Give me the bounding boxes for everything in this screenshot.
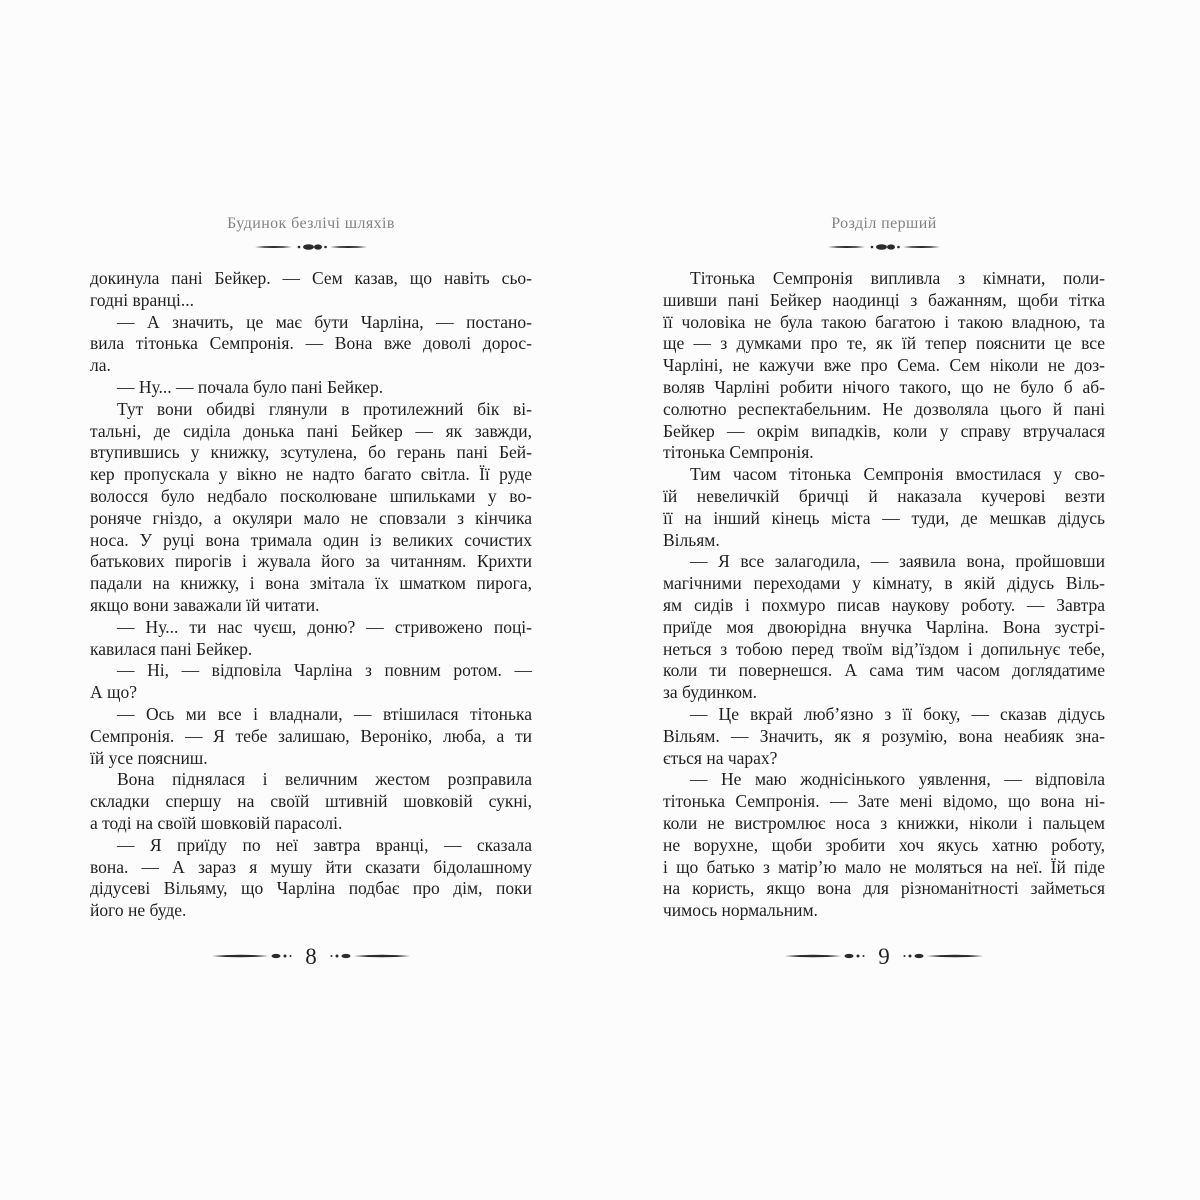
text-line: годні вранці... [90,289,194,310]
text-line: роняче гніздо, а окуляри мало не сповзали з кінчика [90,507,532,528]
text-line: їй невеличкій бричці й наказала кучерові везти [663,485,1105,506]
text-line: волосся було недбало посколюване шпильками у во- [90,485,532,506]
text-line: — Ні, — відповіла Чарліна з повним ротом. — [117,660,532,681]
text-line: тітонька Семпронія. [663,442,814,463]
text-line: вила тітонька Семпронія. — Вона вже доволі дорос- [90,333,532,354]
text-line: його не буде. [90,900,187,921]
text-line: на користь, якщо вона для різноманітності займеться [663,878,1105,899]
text-line: батькових пирогів і жувала його за читанням. Крихти [90,551,532,572]
text-line: ям сидів і похмуро писав наукову роботу. — Завтра [663,594,1105,615]
text-line: тітонька Семпронія. — Зате мені відомо, що вона ні- [663,791,1105,812]
text-line: докинула пані Бейкер. — Сем казав, що навіть сьо- [90,268,532,288]
text-line: коли ти повернешся. А сама тим часом доглядатиме [663,660,1105,681]
text-line: ється на чарах? [663,747,778,768]
text-line: носа. У руці вона тримала один із великих сочистих [90,529,532,550]
text-line: Вона піднялася і величним жестом розправила [117,769,532,790]
text-line: шивши пані Бейкер наодинці з бажанням, щоби тітка [663,289,1105,310]
text-line: складки спершу на своїй штивній шовковій сукні, [90,791,532,812]
running-head-left: Будинок безлічі шляхів [227,215,395,232]
footer-ornament-left-icon [212,948,292,966]
text-line: — Це вкрай люб’язно з її боку, — сказав дідусь [690,703,1105,724]
text-line: Вільям. — Значить, як я розумію, вона неабияк зна- [663,725,1105,746]
footer-ornament-left-icon [785,948,865,966]
text-line: їй усе поясниш. [90,747,208,768]
text-line: Тітонька Семпронія випливла з кімнати, поли- [690,268,1105,288]
text-line: якщо вони заважали їй читати. [90,594,320,615]
text-line: і що батько з матір’ю мало не моляться на неї. Їй піде [663,856,1105,877]
page-number-right: 9 [878,944,890,969]
text-line: — Ось ми все і владнали, — втішилася тітонька [117,703,532,724]
text-line: падали на книжку, і вона змітала їх шматком пирога, [90,573,532,594]
text-line: вона. — А зараз я мушу йти сказати бідолашному [90,856,532,877]
text-line: коли не вистромлює носа з книжки, ніколи і пальцем [663,812,1105,833]
left-page-footer [90,945,532,968]
text-line: чимось нормальним. [663,900,818,921]
text-line: не ворухне, щоби зробити хоч якусь хатню роботу, [663,834,1105,855]
header-ornament-icon [90,242,532,252]
text-line: — Не маю жоднісінького уявлення, — відповіла [690,769,1105,790]
text-line: Тут вони обидві глянули в протилежний бік ві- [117,398,532,419]
text-line: — Ну... — почала було пані Бейкер. [117,376,384,397]
text-line: магічними переходами у кімнату, в якій дідусь Віль- [663,573,1105,594]
text-line: дідусеві Вільяму, що Чарліна подбає про дім, поки [90,878,532,899]
text-line: — Ну... ти нас чуєш, доню? — стривожено поці- [117,616,532,637]
right-page [663,215,1105,1005]
text-line: її на інший кінець міста — туди, де мешкав дідусь [663,507,1105,528]
text-line: — Я все залагодила, — заявила вона, пройшовши [690,551,1105,572]
text-line: Чарліні, не кажучи вже про Сема. Сем ніколи не доз- [663,355,1105,376]
running-head-right: Розділ перший [831,215,937,232]
right-page-text [663,268,1105,922]
text-line: Бейкер — окрім випадків, коли у справу втручалася [663,420,1105,441]
text-line: — Я приїду по неї завтра вранці, — сказала [117,834,532,855]
text-line: кер пропускала у вікно не надто багато світла. Її руде [90,464,532,485]
header-ornament-icon [663,242,1105,252]
right-page-footer [663,945,1105,968]
text-line: неться з тобою перед твоїм від’їздом і допильнує тебе, [663,638,1105,659]
text-line: кавилася пані Бейкер. [90,638,253,659]
footer-ornament-right-icon [903,948,983,966]
text-line: Вільям. [663,529,720,550]
left-page-text [90,268,532,922]
text-line: приїде моя двоюрідна внучка Чарліна. Вона зустрі- [663,616,1105,637]
text-line: воляв Чарліні робити нічого такого, що не було б аб- [663,376,1105,397]
text-line: за будинком. [663,682,758,703]
footer-ornament-right-icon [330,948,410,966]
left-page [90,215,532,1005]
page-number-left: 8 [305,944,317,969]
text-line: її чоловіка не була такою багатою і такою владною, та [663,311,1105,332]
text-line: втупившись у книжку, зсутулена, бо герань пані Бей- [90,442,532,463]
text-line: А що? [90,682,138,703]
text-line: ла. [90,355,111,376]
text-line: солютно респектабельним. Не дозволяла цього й пані [663,398,1105,419]
text-line: Тим часом тітонька Семпронія вмостилася у сво- [690,464,1105,485]
text-line: а тоді на своїй шовковій парасолі. [90,812,343,833]
text-line: Семпронія. — Я тебе залишаю, Вероніко, люба, а ти [90,725,532,746]
text-line: ще — з думками про те, як їй тепер пояснити це все [663,333,1105,354]
text-line: — А значить, це має бути Чарліна, — постано- [117,311,532,332]
text-line: тальні, де сиділа донька пані Бейкер — як завжди, [90,420,532,441]
